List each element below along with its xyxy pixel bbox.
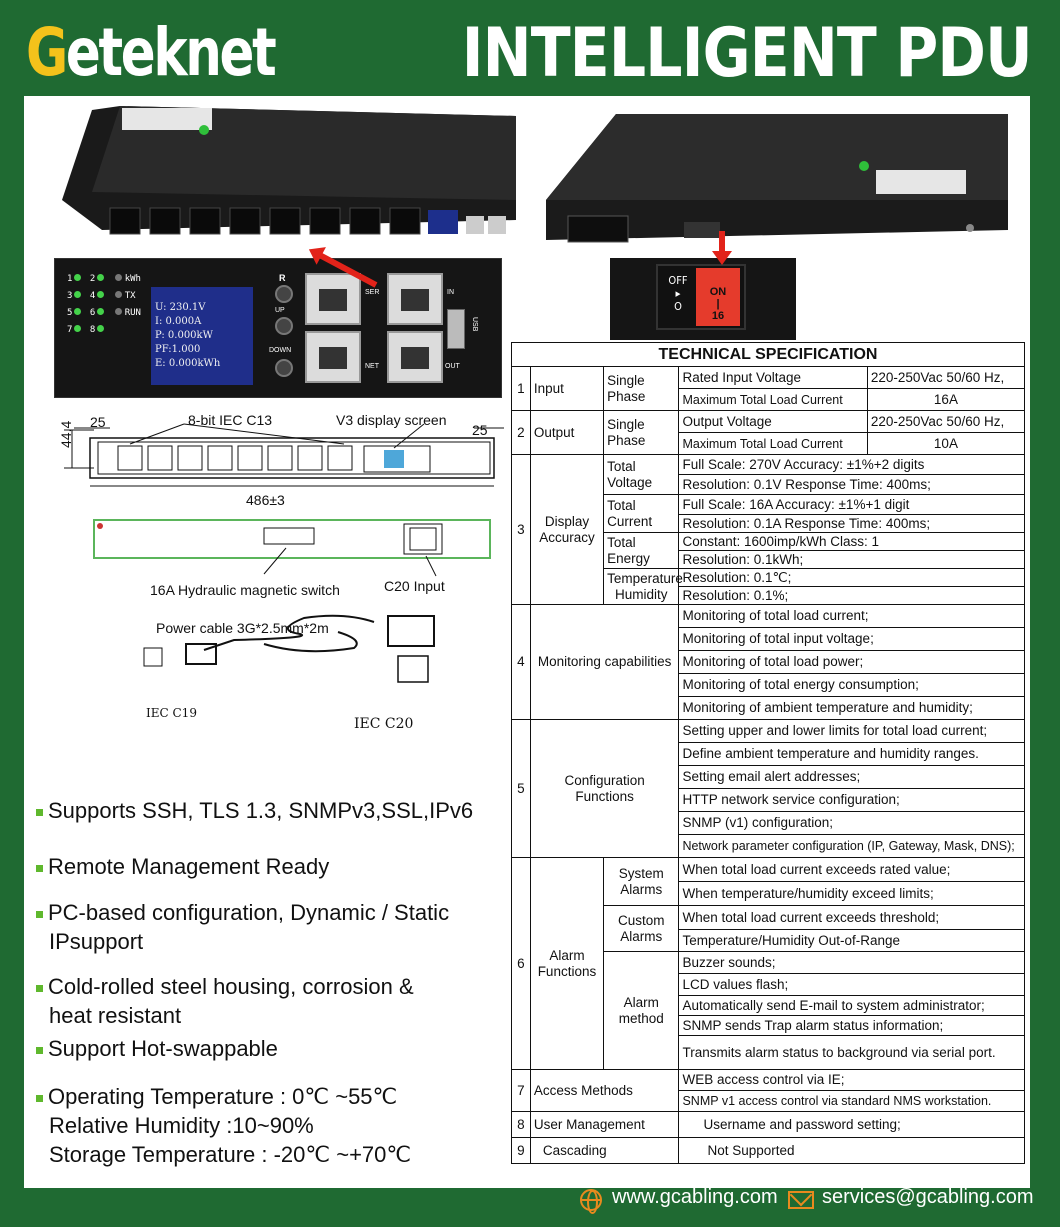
up-label: UP [275, 307, 285, 314]
ser-port [305, 273, 361, 325]
feature-item: Support Hot-swappable [36, 1034, 278, 1063]
power-switch[interactable] [656, 264, 746, 330]
pdu-rear-photo [546, 110, 1008, 244]
bullet-icon [36, 809, 43, 816]
switch-label: 16A Hydraulic magnetic switch [150, 582, 340, 598]
c19-label: IEC C19 [146, 706, 197, 720]
feature-item-continued: Relative Humidity :10~90% [49, 1113, 314, 1138]
out-port [387, 331, 443, 383]
pdu-front-photo [62, 100, 516, 246]
globe-icon [580, 1189, 602, 1211]
website-link[interactable]: www.gcabling.com [612, 1186, 778, 1208]
usb-port [447, 309, 465, 349]
email-link[interactable]: services@gcabling.com [822, 1186, 1034, 1208]
led-4 [97, 291, 104, 298]
led-indicators: 1 2 kWh 3 4 TX 5 6 RUN 7 8 [67, 274, 141, 335]
bullet-icon [36, 985, 43, 992]
led-3 [74, 291, 81, 298]
bullet-icon [36, 1047, 43, 1054]
reset-button[interactable] [275, 285, 293, 303]
reset-label: R [279, 273, 286, 283]
feature-item: Supports SSH, TLS 1.3, SNMPv3,SSL,IPv6 [36, 796, 473, 825]
switch-on-side: ON | 16 [696, 268, 740, 326]
feature-item: Operating Temperature : 0℃ ~55℃ [36, 1082, 397, 1111]
led-7 [74, 325, 81, 332]
down-button[interactable] [275, 359, 293, 377]
usb-label: USB [471, 317, 478, 332]
net-label: NET [365, 363, 379, 370]
lcd-display: U: 230.1V I: 0.000A P: 0.000kW PF:1.000 E: 0.000kWh [151, 287, 253, 385]
ser-label: SER [365, 289, 380, 296]
up-button[interactable] [275, 317, 293, 335]
feature-item-continued: Storage Temperature : -20℃ ~+70℃ [49, 1142, 412, 1167]
led-8 [97, 325, 104, 332]
pdu-front-image [62, 100, 516, 246]
switch-off-side: OFF ▸ O [668, 274, 688, 313]
c20-label: IEC C20 [354, 716, 414, 732]
led-1 [74, 274, 81, 281]
cable-label: Power cable 3G*2.5mm*2m [156, 620, 329, 636]
page-title: INTELLIGENT PDU [462, 14, 1032, 93]
dim-height: 44.4 [58, 420, 74, 448]
feature-item: PC-based configuration, Dynamic / Static [36, 898, 449, 927]
feature-item-continued: IPsupport [49, 929, 144, 954]
led-kwh [115, 274, 122, 281]
down-label: DOWN [269, 347, 292, 354]
feature-item-continued: heat resistant [49, 1003, 182, 1028]
net-port [305, 331, 361, 383]
mail-icon [788, 1191, 814, 1209]
display-label: V3 display screen [336, 412, 447, 428]
brand-logo: Geteknet [26, 14, 275, 91]
spec-title: TECHNICAL SPECIFICATION [512, 343, 1025, 367]
input-label: C20 Input [384, 578, 445, 594]
dim-width: 486±3 [246, 492, 285, 508]
outlets-label: 8-bit IEC C13 [188, 412, 273, 428]
feature-item: Cold-rolled steel housing, corrosion & [36, 972, 414, 1001]
out-label: OUT [445, 363, 460, 370]
front-panel-closeup [54, 258, 502, 398]
pdu-rear-image [546, 110, 1008, 244]
bullet-icon [36, 865, 43, 872]
led-run [115, 308, 122, 315]
led-5 [74, 308, 81, 315]
led-2 [97, 274, 104, 281]
bullet-icon [36, 1095, 43, 1102]
dim-left: 25 [90, 414, 106, 430]
dim-right: 25 [472, 422, 488, 438]
content-panel [24, 96, 1030, 1188]
dimension-drawing [54, 408, 504, 728]
switch-closeup [610, 258, 796, 340]
bullet-icon [36, 911, 43, 918]
spec-table: TECHNICAL SPECIFICATION 1 Input Single Phase Rated Input Voltage 220-250Vac 50/60 Hz, Maximum Total Load Current 16A 2 Output Single Phase Output Voltage 220-250Vac 50/60 Hz, Maximum Total Load Current 10A 3 Display Accuracy Total Voltage Full Scale: 270V Accuracy: ±1%+2 digits Resolution: 0.1V Response Time: 400ms; Total Current Full Scale: 16A Accuracy: ±1%+1 digit Resolution: 0.1A Response Time: 400ms; Total Energy Constant: 1600imp/kWh Class: 1 Resolution: 0.1kWh; Temperature Humidity Resolution: 0.1℃; Resolution: 0.1%; 4 Monitoring capabilities Monitoring of total load current; Monitoring of total input voltage; Monitoring of total load power; Monitoring of total energy consumption; Monitoring of ambient temperature and humidity; 5 Configuration Functions Setting upper and lower limits for total load current; Define ambient temperature and humidity ranges. Setting email alert addresses; HTTP network service configuration; SNMP (v1) configuration; Network parameter configuration (IP, Gateway, Mask, DNS); 6 Alarm Functions System Alarms When total load current exceeds rated value; When temperature/humidity exceed limits; Custom Alarms When total load current exceeds threshold; Temperature/Humidity Out-of-Range Alarm method Buzzer sounds; LCD values flash; Automatically send E-mail to system administrator; SNMP sends Trap alarm status information; Transmits alarm status to background via serial port. 7 Access Methods WEB access control via IE; SNMP v1 access control via standard NMS workstation. 8 User Management Username and password setting; 9 Cascading Not Supported [511, 342, 1025, 1164]
in-label: IN [447, 289, 454, 296]
feature-item: Remote Management Ready [36, 852, 329, 881]
in-port [387, 273, 443, 325]
led-tx [115, 291, 122, 298]
arrow-to-switch [719, 231, 725, 259]
led-6 [97, 308, 104, 315]
